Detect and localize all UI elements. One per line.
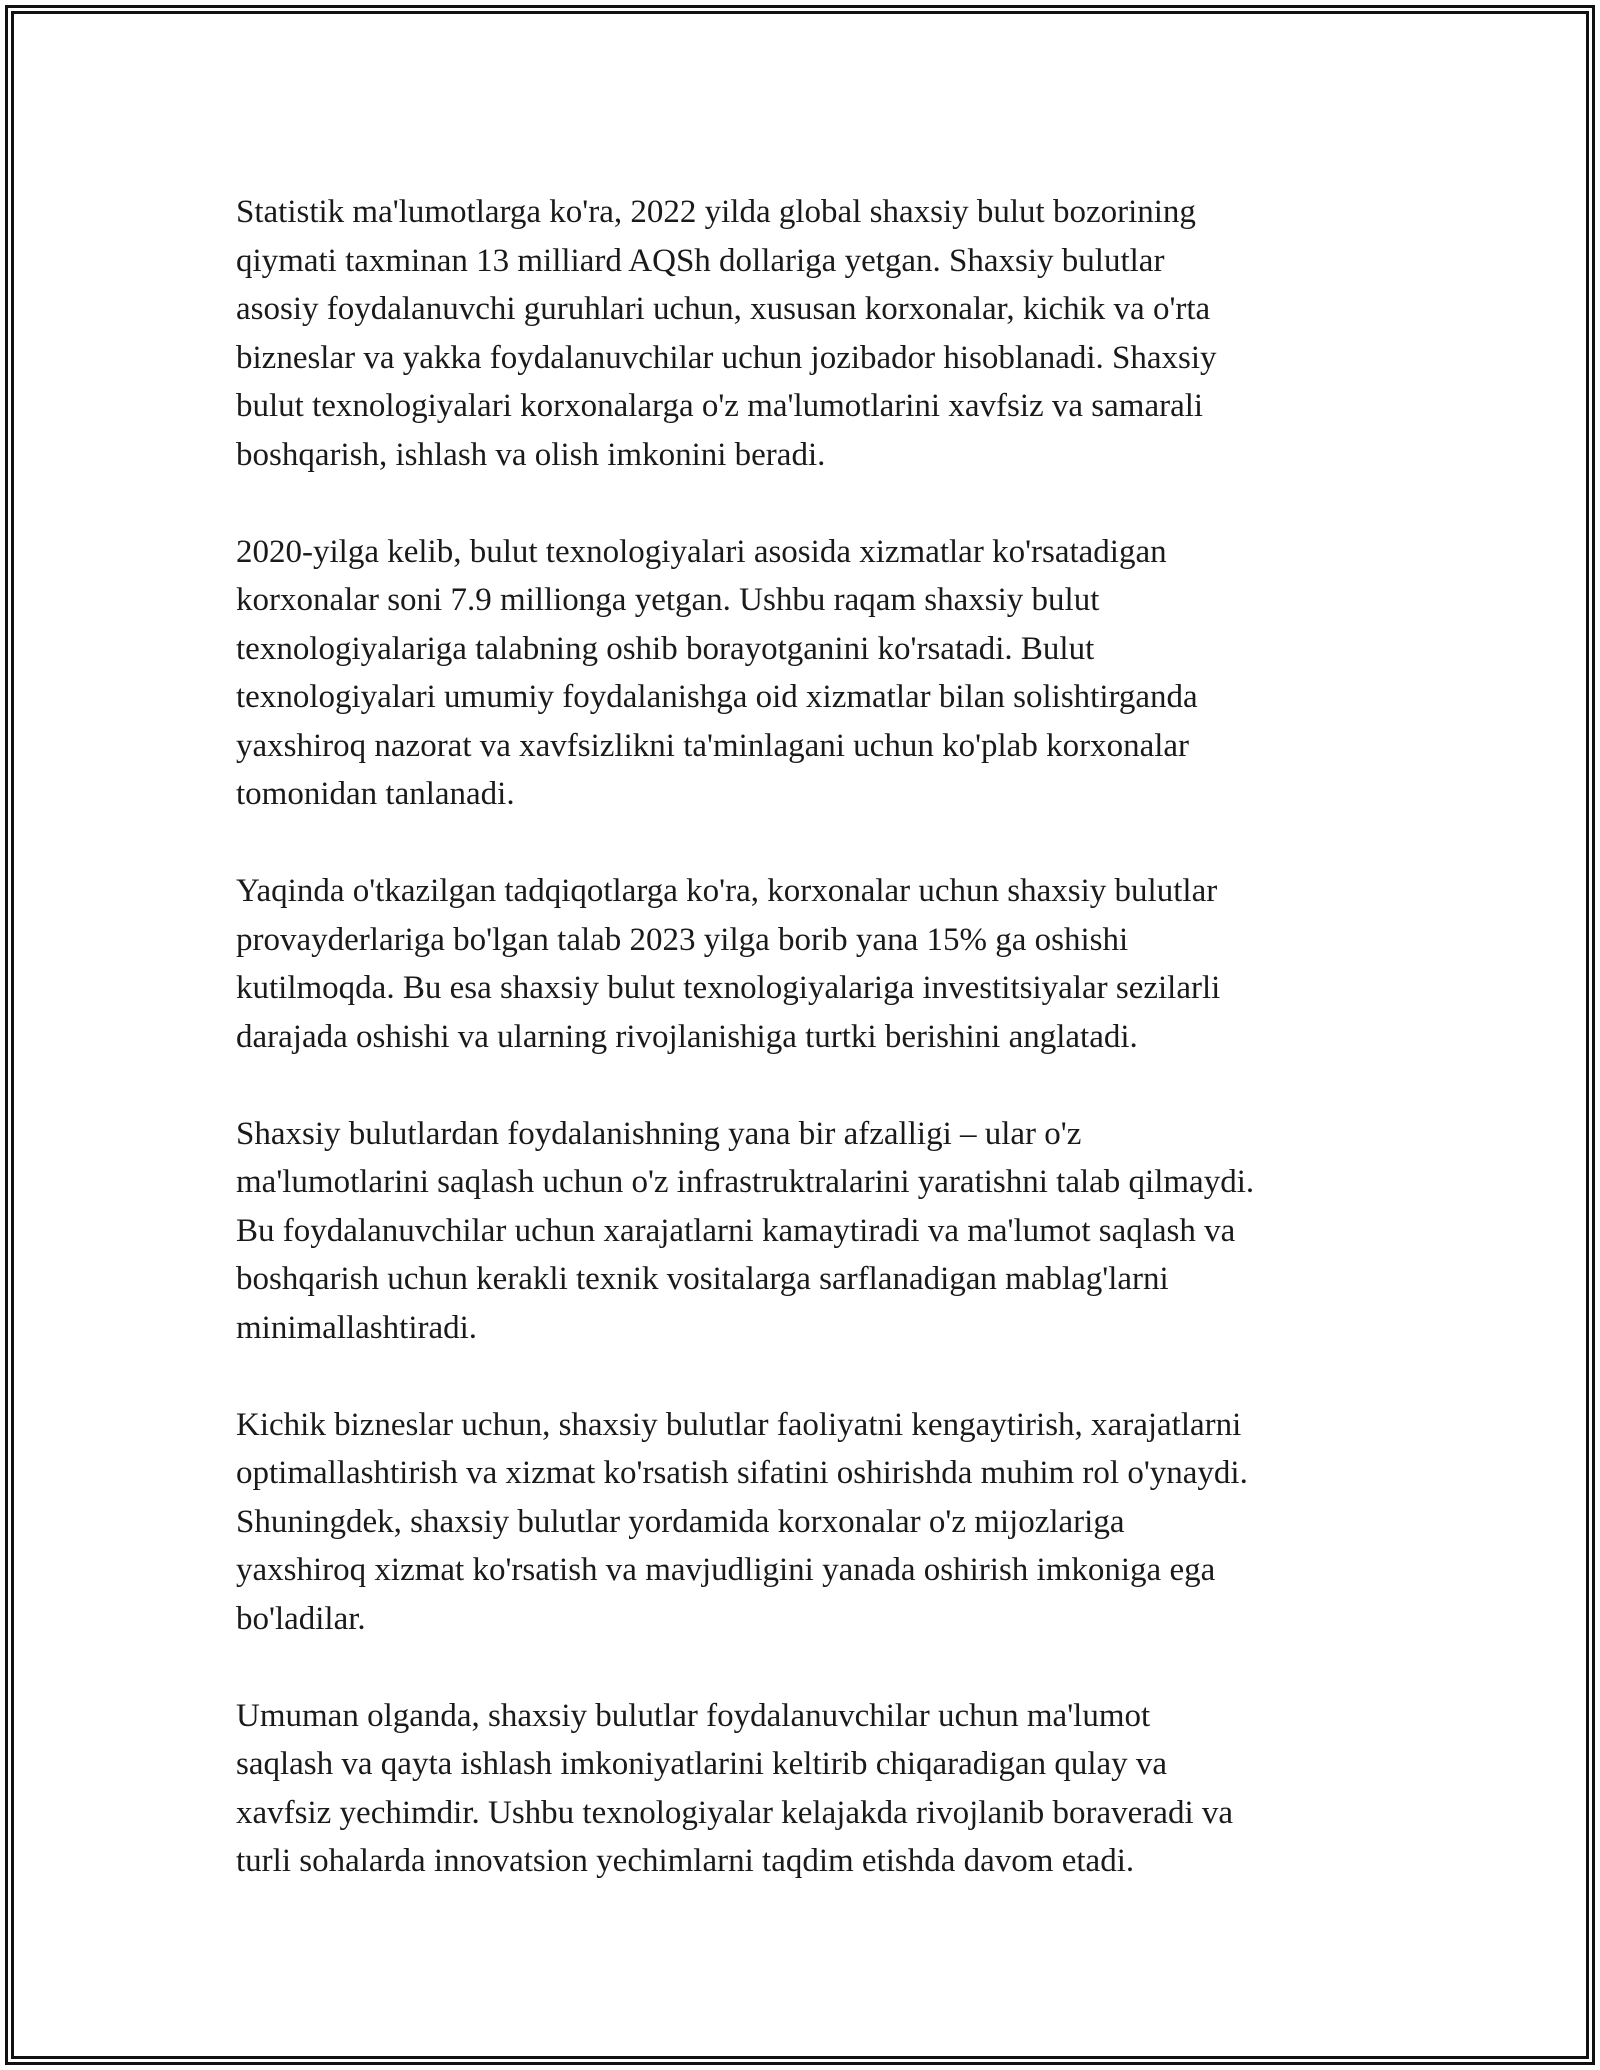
paragraph-line: qiymati taxminan 13 milliard AQSh dollariga yetgan. Shaxsiy bulutlar: [236, 242, 1165, 279]
paragraph-line: tomonidan tanlanadi.: [236, 776, 515, 812]
paragraph-line: Statistik ma'lumotlarga ko'ra, 2022 yilda global shaxsiy bulut bozorining: [236, 194, 1196, 230]
paragraph-line: texnologiyalari umumiy foydalanishga oid xizmatlar bilan solishtirganda: [236, 679, 1198, 715]
paragraph-line: turli sohalarda innovatsion yechimlarni taqdim etishda davom etadi.: [236, 1843, 1135, 1879]
paragraph-line: Umuman olganda, shaxsiy bulutlar foydalanuvchilar uchun ma'lumot: [236, 1697, 1151, 1734]
paragraph-line: Kichik bizneslar uchun, shaxsiy bulutlar faoliyatni kengaytirish, xarajatlarni: [236, 1406, 1242, 1443]
paragraph-line: darajada oshishi va ularning rivojlanishiga turtki berishini anglatadi.: [236, 1018, 1138, 1055]
paragraph-line: yaxshiroq nazorat va xavfsizlikni ta'minlagani uchun ko'plab korxonalar: [236, 727, 1190, 764]
paragraph-5: [236, 1401, 1386, 1644]
paragraph-line: ma'lumotlarini saqlash uchun o'z infrastruktralarini yaratishni talab qilmaydi.: [236, 1164, 1255, 1200]
paragraph-line: saqlash va qayta ishlash imkoniyatlarini keltirib chiqaradigan qulay va: [236, 1746, 1168, 1782]
paragraph-line: kutilmoqda. Bu esa shaxsiy bulut texnologiyalariga investitsiyalar sezilarli: [236, 970, 1221, 1006]
paragraph-line: bizneslar va yakka foydalanuvchilar uchun jozibador hisoblanadi. Shaxsiy: [236, 339, 1217, 376]
paragraph-line: asosiy foydalanuvchi guruhlari uchun, xususan korxonalar, kichik va o'rta: [236, 291, 1211, 327]
paragraph-line: Shuningdek, shaxsiy bulutlar yordamida korxonalar o'z mijozlariga: [236, 1503, 1125, 1540]
paragraph-line: Bu foydalanuvchilar uchun xarajatlarni kamaytiradi va ma'lumot saqlash va: [236, 1212, 1236, 1249]
paragraph-line: bo'ladilar.: [236, 1600, 366, 1637]
paragraph-line: xavfsiz yechimdir. Ushbu texnologiyalar kelajakda rivojlanib boraveradi va: [236, 1794, 1234, 1831]
paragraph-line: boshqarish uchun kerakli texnik vositalarga sarflanadigan mablag'larni: [236, 1261, 1169, 1297]
paragraph-line: optimallashtirish va xizmat ko'rsatish sifatini oshirishda muhim rol o'ynaydi.: [236, 1455, 1248, 1491]
paragraph-6: [236, 1692, 1386, 1886]
paragraph-line: provayderlariga bo'lgan talab 2023 yilga borib yana 15% ga oshishi: [236, 921, 1129, 958]
document-body: [236, 188, 1386, 1934]
paragraph-line: bulut texnologiyalari korxonalarga o'z ma'lumotlarini xavfsiz va samarali: [236, 388, 1204, 424]
paragraph-2: [236, 528, 1386, 819]
paragraph-line: Yaqinda o'tkazilgan tadqiqotlarga ko'ra, korxonalar uchun shaxsiy bulutlar: [236, 873, 1218, 909]
paragraph-line: texnologiyalariga talabning oshib borayotganini ko'rsatadi. Bulut: [236, 630, 1095, 667]
paragraph-line: yaxshiroq xizmat ko'rsatish va mavjudligini yanada oshirish imkoniga ega: [236, 1552, 1216, 1588]
paragraph-line: boshqarish, ishlash va olish imkonini beradi.: [236, 436, 826, 473]
paragraph-line: 2020-yilga kelib, bulut texnologiyalari asosida xizmatlar ko'rsatadigan: [236, 533, 1167, 570]
paragraph-line: Shaxsiy bulutlardan foydalanishning yana bir afzalligi – ular o'z: [236, 1115, 1082, 1152]
paragraph-line: minimallashtiradi.: [236, 1309, 478, 1346]
paragraph-1: [236, 188, 1386, 479]
paragraph-3: [236, 867, 1386, 1061]
paragraph-line: korxonalar soni 7.9 millionga yetgan. Ushbu raqam shaxsiy bulut: [236, 582, 1100, 618]
paragraph-4: [236, 1110, 1386, 1353]
